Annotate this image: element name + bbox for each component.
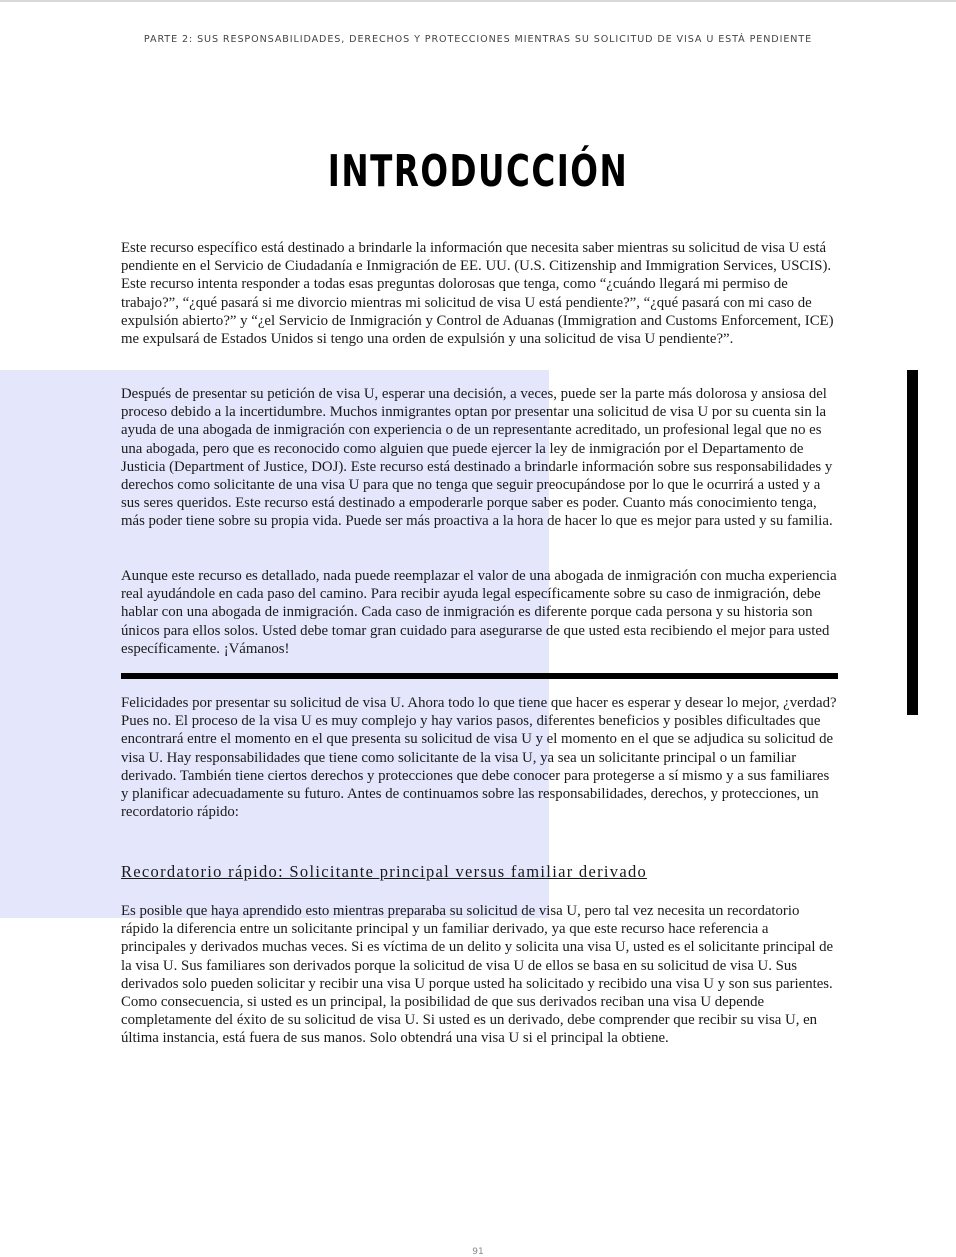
decorative-side-bar — [907, 370, 918, 715]
running-header: PARTE 2: SUS RESPONSABILIDADES, DERECHOS Y PROTECCIONES MIENTRAS SU SOLICITUD DE VISA U ESTÁ PENDIENTE — [143, 34, 813, 45]
body-paragraph-5: Es posible que haya aprendido esto mientras preparaba su solicitud de visa U, pero tal vez necesita un recordatorio rápido la diferencia entre un solicitante principal y un familiar derivado, ya que este recurso hace referencia a principales y derivados muchas veces. Si es víctima de un delito y solicita una visa U, usted es el solicitante principal de la visa U. Sus familiares son derivados porque la solicitud de visa U de ellos se basa en su solicitud de visa U. Sus derivados solo pueden solicitar y recibir una visa U porque usted ha solicitado y recibido una visa U y son sus parientes. Como consecuencia, si usted es un principal, la posibilidad de que sus derivados reciban una visa U depende completamente del éxito de su solicitud de visa U. Si usted es un derivado, debe comprender que recibir su visa U, en última instancia, está fuera de sus manos. Solo obtendrá una visa U si el principal la obtiene. — [121, 903, 834, 1047]
page-title: INTRODUCCIÓN — [327, 146, 629, 197]
section-subheading: Recordatorio rápido: Solicitante principal versus familiar derivado — [121, 862, 648, 881]
page-number: 91 — [472, 1247, 484, 1257]
intro-paragraph-3: Aunque este recurso es detallado, nada puede reemplazar el valor de una abogada de inmigración con mucha experiencia real ayudándole en cada paso del camino. Para recibir ayuda legal específicamente sobre su caso de inmigración, debe hablar con una abogada de inmigración. Cada caso de inmigración es diferente porque cada persona y su historia son únicos para ellos solos. Usted debe tomar gran cuidado para asegurarse de que usted esta recibiendo el mejor para usted específicamente. ¡Vámanos! — [121, 568, 837, 657]
body-paragraph-4: Felicidades por presentar su solicitud de visa U. Ahora todo lo que tiene que hacer es esperar y desear lo mejor, ¿verdad? Pues no. El proceso de la visa U es muy complejo y hay varios pasos, diferentes beneficios y posibles dificultades que encontrará entre el momento en el que presenta su solicitud de visa U y el momento en el que se adjudica su solicitud de visa U. Hay responsabilidades que tiene como solicitante de la visa U, ya sea un solicitante principal o un familiar derivado. También tiene ciertos derechos y protecciones que debe conocer para protegerse a sí mismo y a sus familiares y planificar adecuadamente su futuro. Antes de continuamos sobre las responsabilidades, derechos, y protecciones, un recordatorio rápido: — [121, 695, 837, 821]
intro-paragraph-1: Este recurso específico está destinado a brindarle la información que necesita saber mientras su solicitud de visa U está pendiente en el Servicio de Ciudadanía e Inmigración de EE. UU. (U.S. Citizenship and Immigration Services, USCIS). Este recurso intenta responder a todas esas preguntas dolorosas que tenga, como “¿cuándo llegará mi permiso de trabajo?”, “¿qué pasará si me divorcio mientras mi solicitud de visa U está pendiente?”, “¿qué pasará con mi caso de expulsión abierto?” y “¿el Servicio de Inmigración y Control de Aduanas (Immigration and Customs Enforcement, ICE) me expulsará de Estados Unidos si tengo una orden de expulsión y una solicitud de visa U pendiente?”. — [121, 240, 834, 348]
intro-paragraph-2: Después de presentar su petición de visa U, esperar una decisión, a veces, puede ser la parte más dolorosa y ansiosa del proceso debido a la incertidumbre. Muchos inmigrantes optan por presentar una solicitud de visa U por su cuenta sin la ayuda de una abogada de inmigración con experiencia o de un representante acreditado, un profesional legal que no es una abogada, pero que es reconocido como alguien que puede ejercer la ley de inmigración por el Departamento de Justicia (Department of Justice, DOJ). Este recurso está destinado a brindarle información sobre sus responsabilidades y derechos como solicitante de una visa U para que no tenga que seguir preocupándose por lo que le ocurrirá a usted y a sus seres queridos. Este recurso está destinado a empoderarle porque saber es poder. Cuanto más conocimiento tenga, más poder tiene sobre su propia vida. Puede ser más proactiva a la hora de hacer lo que es mejor para usted y su familia. — [121, 386, 833, 530]
section-divider — [121, 673, 838, 679]
top-rule — [0, 0, 956, 2]
